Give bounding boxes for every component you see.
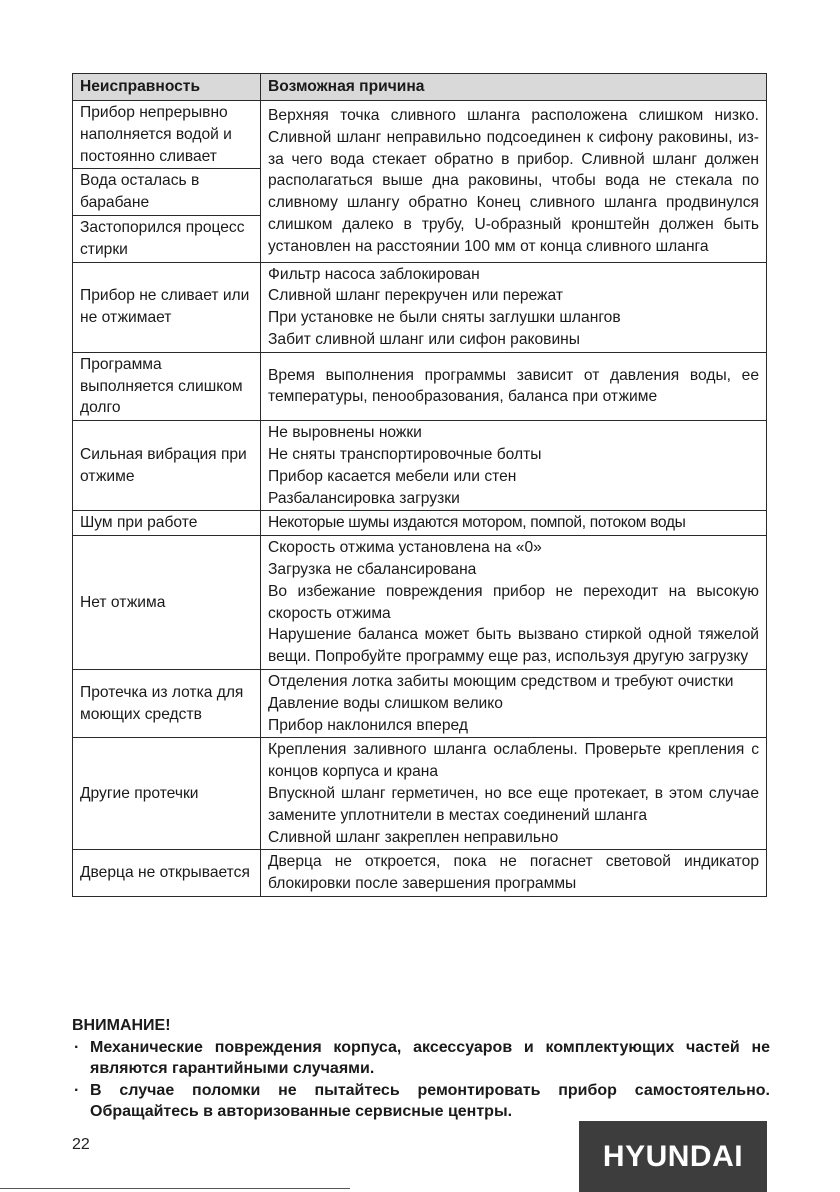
table-row <box>73 536 767 670</box>
cause-line: Крепления заливного шланга ослаблены. Проверьте крепления с концов корпуса и крана <box>268 741 759 781</box>
cause-line: Время выполнения программы зависит от давления воды, ее температуры, пенообразования, баланса при отжиме <box>268 366 759 406</box>
cause-cell <box>261 850 767 897</box>
problem-cell: Другие протечки <box>73 738 261 850</box>
cause-line: Скорость отжима установлена на «0» <box>268 539 542 557</box>
cause-line: Нарушение баланса может быть вызвано стиркой одной тяжелой вещи. Попробуйте программу еще раз, используя другую загрузку <box>268 626 759 666</box>
notice-item-text: Механические повреждения корпуса, аксессуаров и комплектующих частей не являются гарантийными случаями. <box>90 1038 770 1077</box>
cause-line: Во избежание повреждения прибор не переходит на высокую скорость отжима <box>268 582 759 622</box>
table-row <box>73 262 767 352</box>
cause-line: Не сняты транспортировочные болты <box>268 445 542 463</box>
notice-title: ВНИМАНИЕ! <box>72 1017 171 1034</box>
table-row <box>73 850 767 897</box>
notice-item-text: В случае поломки не пытайтесь ремонтировать прибор самостоятельно. Обращайтесь в авторизованные сервисные центры. <box>90 1081 770 1120</box>
problem-cell: Вода осталась в барабане <box>73 169 261 216</box>
cause-line: Некоторые шумы издаются мотором, помпой, потоком воды <box>268 514 686 532</box>
problem-cell: Программа выполняется слишком долго <box>73 352 261 420</box>
cause-cell <box>261 738 767 850</box>
cause-cell <box>261 669 767 737</box>
problem-cell: Сильная вибрация при отжиме <box>73 421 261 511</box>
cause-cell <box>261 421 767 511</box>
problem-cell: Шум при работе <box>73 511 261 536</box>
cause-line: Отделения лотка забиты моющим средством и требуют очистки <box>268 672 734 690</box>
bottom-rule <box>0 1188 350 1189</box>
cause-line: При установке не были сняты заглушки шлангов <box>268 309 621 327</box>
brand-text: HYUNDAI <box>602 1139 744 1173</box>
problem-cell: Дверца не открывается <box>73 850 261 897</box>
cause-line: Впускной шланг герметичен, но все еще протекает, в этом случае замените уплотнители в местах соединений шланга <box>268 784 759 824</box>
cause-cell: Верхняя точка сливного шланга расположена слишком низко. Сливной шланг неправильно подсоединен к сифону раковины, из-за чего вода стекает обратно в прибор. Сливной шланг должен располагаться выше дна раковины, чтобы вода не стекала по сливному шлангу обратно Конец сливного шланга продвинулся слишком далеко в трубу, U-образный кронштейн должен быть установлен на расстоянии 100 мм от конца сливного шланга <box>261 101 767 263</box>
page-number: 22 <box>72 1136 90 1153</box>
cause-line: Сливной шланг перекручен или пережат <box>268 287 563 305</box>
table-row <box>73 421 767 511</box>
table-row <box>73 738 767 850</box>
problem-cell: Прибор непрерывно наполняется водой и постоянно сливает <box>73 101 261 169</box>
notice-item <box>72 1037 770 1080</box>
cause-line: Прибор наклонился вперед <box>268 716 468 734</box>
cause-line: Не выровнены ножки <box>268 424 422 442</box>
cause-cell <box>261 511 767 536</box>
troubleshooting-table <box>72 73 767 897</box>
problem-cell: Нет отжима <box>73 536 261 670</box>
problem-cell: Прибор не сливает или не отжимает <box>73 262 261 352</box>
cause-line: Загрузка не сбалансирована <box>268 560 477 578</box>
hyundai-logo <box>579 1121 767 1192</box>
cause-line: Сливной шланг закреплен неправильно <box>268 828 559 846</box>
notice-item <box>72 1080 770 1123</box>
warning-notice <box>72 1015 770 1123</box>
problem-cell: Протечка из лотка для моющих средств <box>73 669 261 737</box>
table-header-row <box>73 74 767 101</box>
cause-line: Разбалансировка загрузки <box>268 489 460 507</box>
table-row <box>73 511 767 536</box>
bullet-icon: · <box>74 1038 80 1056</box>
header-problem: Неисправность <box>73 74 261 101</box>
table-row <box>73 101 767 169</box>
header-cause: Возможная причина <box>261 74 767 101</box>
cause-cell <box>261 262 767 352</box>
cause-line: Дверца не откроется, пока не погаснет световой индикатор блокировки после завершения программы <box>268 853 759 893</box>
table-row <box>73 352 767 420</box>
cause-cell <box>261 536 767 670</box>
cause-line: Давление воды слишком велико <box>268 694 503 712</box>
problem-cell: Застопорился процесс стирки <box>73 215 261 262</box>
cause-line: Фильтр насоса заблокирован <box>268 265 480 283</box>
cause-cell <box>261 352 767 420</box>
cause-line: Забит сливной шланг или сифон раковины <box>268 330 580 348</box>
table-row <box>73 669 767 737</box>
cause-line: Прибор касается мебели или стен <box>268 467 517 485</box>
bullet-icon: · <box>74 1081 80 1099</box>
